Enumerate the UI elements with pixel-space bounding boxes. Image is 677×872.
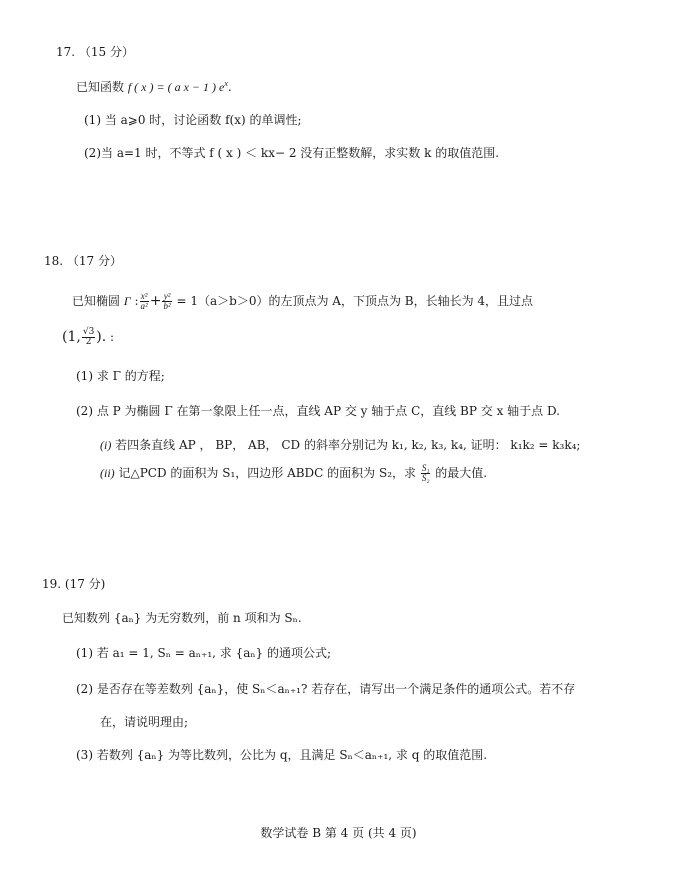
q17-p1-label: (1) bbox=[84, 113, 105, 127]
q18-stem-a: 已知椭圆 bbox=[72, 294, 124, 308]
question-19-part-3: (3) 若数列 {aₙ} 为等比数列，公比为 q，且满足 Sₙ＜aₙ₊₁, 求 q 的取值范围. bbox=[76, 748, 488, 762]
question-17-header: 17. （15 分） bbox=[56, 45, 134, 59]
q17-stem-end: . bbox=[227, 80, 232, 94]
q18-frac-s-num: S₁ bbox=[421, 463, 430, 473]
question-18-part-2-ii bbox=[100, 462, 487, 484]
q18-stem-b: 的左顶点为 A，下顶点为 B，长轴长为 4，且过点 bbox=[268, 294, 534, 308]
question-19-part-1: (1) 若 a₁ = 1, Sₙ = aₙ₊₁, 求 {aₙ} 的通项公式; bbox=[76, 646, 332, 660]
page-footer: 数学试卷 B 第 4 页 (共 4 页) bbox=[260, 826, 417, 840]
q17-stem-prefix: 已知函数 bbox=[76, 80, 128, 94]
question-18-part-1: (1) 求 Γ 的方程; bbox=[76, 369, 165, 383]
question-19-part-2: (2) 是否存在等差数列 {aₙ}，使 Sₙ＜aₙ₊₁? 若存在，请写出一个满足条件的通项公式。若不存 bbox=[76, 682, 576, 696]
q18-point-tail: : bbox=[106, 330, 115, 344]
q18-frac-s bbox=[421, 464, 431, 483]
q18-cond: （a＞b＞0） bbox=[197, 294, 269, 308]
question-18-header: 18. （17 分） bbox=[44, 254, 122, 268]
question-19-part-2-cont: 在，请说明理由; bbox=[100, 715, 189, 729]
q18-stem-colon: : bbox=[130, 294, 139, 308]
q18-pii-label: (ii) bbox=[100, 466, 115, 480]
q18-frac-y-num: y² bbox=[163, 291, 171, 301]
question-18-part-2: (2) 点 P 为椭圆 Γ 在第一象限上任一点，直线 AP 交 y 轴于点 C，直线 BP 交 x 轴于点 D. bbox=[76, 404, 560, 418]
question-17-part-2 bbox=[84, 145, 499, 161]
q18-pii-text-a: 记△PCD 的面积为 S₁，四边形 ABDC 的面积为 S₂，求 bbox=[114, 466, 420, 480]
question-18-point bbox=[62, 326, 114, 348]
q18-pi-label: (i) bbox=[100, 438, 112, 452]
question-18-part-2-i bbox=[100, 437, 580, 453]
q18-ellipse-name: Γ bbox=[123, 294, 131, 308]
q18-frac-s-den: S₂ bbox=[421, 473, 430, 483]
q18-frac-x bbox=[140, 292, 149, 311]
q18-point-open: (1, bbox=[62, 329, 81, 345]
q18-point-close: ). bbox=[96, 329, 107, 345]
question-17-stem bbox=[76, 76, 232, 95]
q17-stem-exp: x bbox=[224, 79, 228, 88]
q18-frac-y-den: b² bbox=[163, 301, 171, 311]
q18-frac-x-den: a² bbox=[140, 301, 148, 311]
q17-p1-text: 当 a⩾0 时，讨论函数 f(x) 的单调性; bbox=[104, 113, 302, 127]
question-19-stem: 已知数列 {aₙ} 为无穷数列，前 n 项和为 Sₙ. bbox=[62, 611, 302, 625]
q18-eq-one: = 1 bbox=[172, 294, 198, 308]
q17-p2-text: 当 a=1 时，不等式 f ( x ) ＜ kx− 2 没有正整数解，求实数 k 的取值范围. bbox=[101, 146, 500, 160]
q18-pi-text: 若四条直线 AP ， BP， AB， CD 的斜率分别记为 k₁, k₂, k₃, k₄, 证明： k₁k₂ = k₃k₄; bbox=[111, 438, 581, 452]
question-18-stem: 已知椭圆 Γ : $\frac{\text{x²}}{\text{a²}}$ + $\frac{\text{y²}}{\text{b²}}$ = 1（a＞b＞0）的左顶点为 A，下顶点为 B，长轴长为 4，且过点 bbox=[72, 291, 534, 311]
q18-frac-sqrt3 bbox=[82, 328, 95, 347]
q18-frac-x-num: x² bbox=[140, 291, 148, 301]
q18-frac-sqrt3-num: √3 bbox=[82, 327, 95, 337]
q17-p2-label: (2) bbox=[84, 146, 101, 160]
q18-frac-y bbox=[162, 292, 171, 311]
question-17-part-1 bbox=[84, 112, 302, 128]
q17-stem-formula: f ( x ) = ( a x − 1 ) e bbox=[127, 80, 225, 94]
q18-pii-text-b: 的最大值. bbox=[431, 466, 488, 480]
q18-frac-sqrt3-den: 2 bbox=[85, 337, 92, 347]
question-19-header: 19. (17 分) bbox=[42, 577, 106, 591]
